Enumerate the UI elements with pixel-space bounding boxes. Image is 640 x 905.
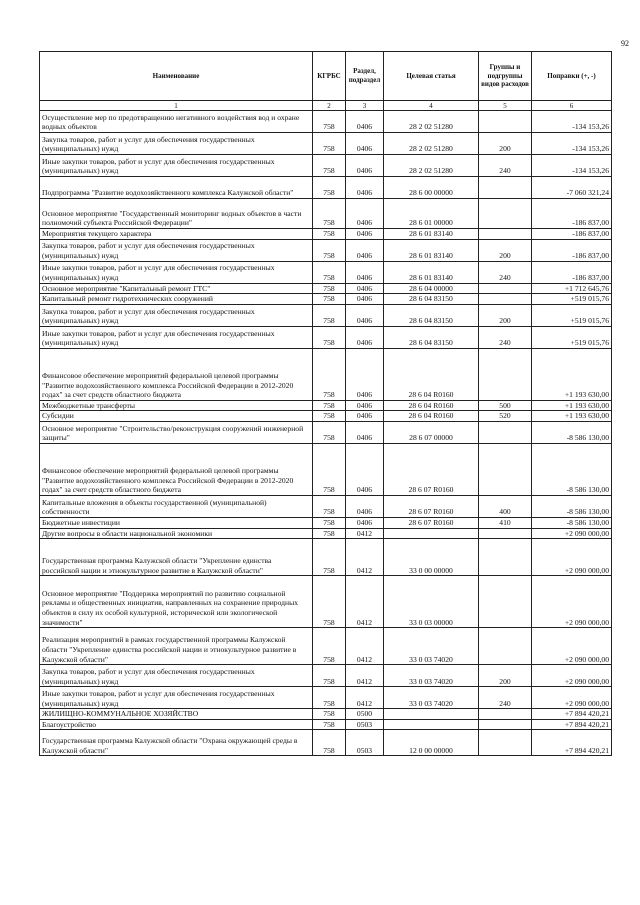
table-cell-section: 0406 <box>346 283 384 294</box>
table-cell-kgrbs: 758 <box>313 239 346 261</box>
table-cell-name: Благоустройство <box>40 719 313 730</box>
budget-amendments-table <box>39 51 612 756</box>
table-cell-article: 28 6 01 83140 <box>384 229 479 240</box>
table-cell-name: Осуществление мер по предотвращению негативного воздействия вод и охране водных объектов <box>40 111 313 133</box>
table-header-row <box>40 52 612 101</box>
table-cell-amount: -8 586 130,00 <box>532 443 612 495</box>
header-name: Наименование <box>40 52 313 101</box>
table-row <box>40 443 612 495</box>
table-cell-amount: -7 060 321,24 <box>532 177 612 199</box>
table-cell-section: 0406 <box>346 326 384 348</box>
table-cell-section: 0406 <box>346 495 384 517</box>
table-cell-section: 0406 <box>346 421 384 443</box>
table-cell-name: Финансовое обеспечение мероприятий федеральной целевой программы "Развитие водохозяйственного комплекса Российской Федерации в 2012-2020 годах" за счет средств областного бюджета <box>40 348 313 400</box>
table-cell-kgrbs: 758 <box>313 177 346 199</box>
table-cell-name: ЖИЛИЩНО-КОММУНАЛЬНОЕ ХОЗЯЙСТВО <box>40 709 313 720</box>
table-cell-article: 28 6 01 83140 <box>384 261 479 283</box>
table-cell-section: 0503 <box>346 719 384 730</box>
table-cell-group: 200 <box>479 665 532 687</box>
table-cell-article: 28 2 02 51280 <box>384 133 479 155</box>
table-cell-section: 0406 <box>346 348 384 400</box>
table-cell-group <box>479 730 532 756</box>
table-cell-amount: -8 586 130,00 <box>532 517 612 528</box>
table-cell-section: 0406 <box>346 294 384 305</box>
table-cell-kgrbs: 758 <box>313 133 346 155</box>
table-row <box>40 411 612 422</box>
table-cell-kgrbs: 758 <box>313 687 346 709</box>
table-cell-amount: +2 090 000,00 <box>532 628 612 665</box>
table-cell-amount: -186 837,00 <box>532 229 612 240</box>
table-cell-kgrbs: 758 <box>313 411 346 422</box>
table-cell-kgrbs: 758 <box>313 539 346 576</box>
table-cell-article: 28 6 07 R0160 <box>384 495 479 517</box>
table-row <box>40 348 612 400</box>
table-cell-article: 28 6 04 R0160 <box>384 411 479 422</box>
table-cell-kgrbs: 758 <box>313 111 346 133</box>
table-cell-group: 500 <box>479 400 532 411</box>
table-cell-article: 28 6 04 83150 <box>384 294 479 305</box>
table-cell-article: 28 6 07 00000 <box>384 421 479 443</box>
table-cell-amount: +519 015,76 <box>532 304 612 326</box>
table-cell-amount: -8 586 130,00 <box>532 495 612 517</box>
table-cell-group <box>479 719 532 730</box>
table-cell-article: 28 6 04 R0160 <box>384 348 479 400</box>
table-row <box>40 283 612 294</box>
table-cell-name: Основное мероприятие "Государственный мониторинг водных объектов в части полномочий субъекта Российской Федерации" <box>40 199 313 229</box>
table-cell-article: 28 6 04 83150 <box>384 304 479 326</box>
table-cell-group <box>479 443 532 495</box>
column-number: 1 <box>40 101 313 111</box>
table-cell-section: 0412 <box>346 628 384 665</box>
table-cell-kgrbs: 758 <box>313 495 346 517</box>
table-cell-section: 0406 <box>346 199 384 229</box>
table-row <box>40 719 612 730</box>
table-cell-name: Подпрограмма "Развитие водохозяйственного комплекса Калужской области" <box>40 177 313 199</box>
table-cell-kgrbs: 758 <box>313 443 346 495</box>
table-cell-section: 0406 <box>346 261 384 283</box>
table-cell-name: Иные закупки товаров, работ и услуг для обеспечения государственных (муниципальных) нужд <box>40 261 313 283</box>
table-cell-group: 240 <box>479 326 532 348</box>
table-row <box>40 155 612 177</box>
table-cell-section: 0406 <box>346 229 384 240</box>
table-cell-section: 0406 <box>346 400 384 411</box>
table-cell-article: 28 2 02 51280 <box>384 111 479 133</box>
table-cell-section: 0500 <box>346 709 384 720</box>
table-cell-group: 200 <box>479 133 532 155</box>
table-cell-group: 520 <box>479 411 532 422</box>
table-cell-kgrbs: 758 <box>313 665 346 687</box>
table-cell-name: Реализация мероприятий в рамках государственной программы Калужской области "Укрепление единства российской нации и этнокультурное развитие в Калужской области" <box>40 628 313 665</box>
table-cell-section: 0406 <box>346 239 384 261</box>
table-cell-kgrbs: 758 <box>313 719 346 730</box>
table-cell-name: Государственная программа Калужской области "Укрепление единства российской нации и этнокультурное развитие в Калужской области" <box>40 539 313 576</box>
table-cell-kgrbs: 758 <box>313 730 346 756</box>
table-cell-article: 28 6 04 R0160 <box>384 400 479 411</box>
table-cell-kgrbs: 758 <box>313 283 346 294</box>
table-cell-group <box>479 709 532 720</box>
table-cell-amount: +519 015,76 <box>532 326 612 348</box>
column-number: 3 <box>346 101 384 111</box>
table-cell-article <box>384 528 479 539</box>
table-cell-section: 0412 <box>346 687 384 709</box>
table-cell-group: 410 <box>479 517 532 528</box>
table-cell-amount: +2 090 000,00 <box>532 576 612 628</box>
table-cell-group: 240 <box>479 155 532 177</box>
table-cell-article: 28 2 02 51280 <box>384 155 479 177</box>
table-cell-name: Закупка товаров, работ и услуг для обеспечения государственных (муниципальных) нужд <box>40 133 313 155</box>
table-cell-group: 240 <box>479 687 532 709</box>
table-cell-name: Основное мероприятие "Строительство/реконструкция сооружений инженерной защиты" <box>40 421 313 443</box>
table-cell-group: 200 <box>479 304 532 326</box>
table-cell-section: 0406 <box>346 155 384 177</box>
table-cell-name: Основное мероприятие "Поддержка мероприятий по развитию социальной рекламы и общественных инициатив, направленных на сохранение природных объектов в силу их особой культурной, исторической или экологической значимости" <box>40 576 313 628</box>
table-cell-article: 12 0 00 00000 <box>384 730 479 756</box>
table-row <box>40 304 612 326</box>
table-cell-amount: -186 837,00 <box>532 261 612 283</box>
table-cell-kgrbs: 758 <box>313 155 346 177</box>
table-cell-group: 200 <box>479 239 532 261</box>
table-row <box>40 539 612 576</box>
table-cell-kgrbs: 758 <box>313 400 346 411</box>
table-body <box>40 111 612 756</box>
table-cell-kgrbs: 758 <box>313 528 346 539</box>
table-row <box>40 199 612 229</box>
table-row <box>40 687 612 709</box>
table-cell-name: Капитальный ремонт гидротехнических сооружений <box>40 294 313 305</box>
table-cell-amount: -186 837,00 <box>532 239 612 261</box>
header-amendment: Поправки (+, -) <box>532 52 612 101</box>
column-number-row <box>40 101 612 111</box>
table-cell-name: Иные закупки товаров, работ и услуг для обеспечения государственных (муниципальных) нужд <box>40 155 313 177</box>
table-cell-kgrbs: 758 <box>313 517 346 528</box>
table-cell-amount: +2 090 000,00 <box>532 539 612 576</box>
table-cell-kgrbs: 758 <box>313 709 346 720</box>
table-cell-name: Государственная программа Калужской области "Охрана окружающей среды в Калужской области" <box>40 730 313 756</box>
table-cell-name: Иные закупки товаров, работ и услуг для обеспечения государственных (муниципальных) нужд <box>40 687 313 709</box>
table-cell-amount: -134 153,26 <box>532 155 612 177</box>
table-cell-section: 0406 <box>346 111 384 133</box>
header-section: Раздел, подраздел <box>346 52 384 101</box>
column-number: 6 <box>532 101 612 111</box>
table-cell-kgrbs: 758 <box>313 348 346 400</box>
table-cell-name: Закупка товаров, работ и услуг для обеспечения государственных (муниципальных) нужд <box>40 239 313 261</box>
table-cell-group <box>479 628 532 665</box>
table-cell-article: 33 0 03 74020 <box>384 665 479 687</box>
table-cell-kgrbs: 758 <box>313 421 346 443</box>
table-cell-group <box>479 421 532 443</box>
table-cell-name: Иные закупки товаров, работ и услуг для обеспечения государственных (муниципальных) нужд <box>40 326 313 348</box>
table-cell-article <box>384 719 479 730</box>
table-cell-article: 28 6 04 00000 <box>384 283 479 294</box>
table-cell-article <box>384 709 479 720</box>
table-cell-section: 0412 <box>346 576 384 628</box>
table-cell-amount: +519 015,76 <box>532 294 612 305</box>
table-cell-amount: -134 153,26 <box>532 133 612 155</box>
table-cell-section: 0406 <box>346 133 384 155</box>
table-cell-group <box>479 539 532 576</box>
table-cell-section: 0412 <box>346 539 384 576</box>
table-cell-group <box>479 111 532 133</box>
header-article: Целевая статья <box>384 52 479 101</box>
table-cell-amount: -8 586 130,00 <box>532 421 612 443</box>
table-cell-group <box>479 348 532 400</box>
table-cell-name: Бюджетные инвестиции <box>40 517 313 528</box>
table-row <box>40 294 612 305</box>
table-row <box>40 709 612 720</box>
table-row <box>40 495 612 517</box>
table-cell-group: 400 <box>479 495 532 517</box>
table-row <box>40 517 612 528</box>
table-cell-article: 28 6 01 00000 <box>384 199 479 229</box>
table-row <box>40 730 612 756</box>
table-cell-group <box>479 199 532 229</box>
table-cell-article: 28 6 04 83150 <box>384 326 479 348</box>
table-cell-group <box>479 294 532 305</box>
table-cell-amount: +7 894 420,21 <box>532 730 612 756</box>
column-number: 2 <box>313 101 346 111</box>
table-cell-kgrbs: 758 <box>313 576 346 628</box>
table-cell-article: 33 0 03 74020 <box>384 687 479 709</box>
table-cell-group <box>479 528 532 539</box>
table-cell-kgrbs: 758 <box>313 199 346 229</box>
page-number: 92 <box>621 39 629 48</box>
table-cell-amount: -134 153,26 <box>532 111 612 133</box>
table-cell-section: 0406 <box>346 517 384 528</box>
table-row <box>40 528 612 539</box>
table-cell-amount: +1 712 645,76 <box>532 283 612 294</box>
table-row <box>40 239 612 261</box>
table-row <box>40 576 612 628</box>
table-cell-name: Закупка товаров, работ и услуг для обеспечения государственных (муниципальных) нужд <box>40 665 313 687</box>
table-cell-section: 0406 <box>346 443 384 495</box>
header-kgrbs: КГРБС <box>313 52 346 101</box>
table-cell-amount: +1 193 630,00 <box>532 400 612 411</box>
table-cell-name: Межбюджетные трансферты <box>40 400 313 411</box>
table-cell-kgrbs: 758 <box>313 261 346 283</box>
table-row <box>40 665 612 687</box>
table-cell-name: Закупка товаров, работ и услуг для обеспечения государственных (муниципальных) нужд <box>40 304 313 326</box>
column-number: 4 <box>384 101 479 111</box>
column-number: 5 <box>479 101 532 111</box>
table-row <box>40 400 612 411</box>
table-cell-article: 33 0 03 74020 <box>384 628 479 665</box>
table-cell-group <box>479 177 532 199</box>
table-cell-name: Другие вопросы в области национальной экономики <box>40 528 313 539</box>
table-row <box>40 133 612 155</box>
table-cell-section: 0406 <box>346 177 384 199</box>
table-cell-kgrbs: 758 <box>313 326 346 348</box>
table-row <box>40 111 612 133</box>
table-cell-section: 0503 <box>346 730 384 756</box>
table-row <box>40 421 612 443</box>
table-cell-amount: +7 894 420,21 <box>532 719 612 730</box>
table-cell-amount: -186 837,00 <box>532 199 612 229</box>
table-cell-kgrbs: 758 <box>313 294 346 305</box>
table-cell-article: 28 6 01 83140 <box>384 239 479 261</box>
table-cell-kgrbs: 758 <box>313 304 346 326</box>
table-cell-amount: +2 090 000,00 <box>532 665 612 687</box>
table-cell-kgrbs: 758 <box>313 229 346 240</box>
table-cell-amount: +7 894 420,21 <box>532 709 612 720</box>
table-cell-article: 33 0 00 00000 <box>384 539 479 576</box>
table-cell-section: 0412 <box>346 665 384 687</box>
table-row <box>40 326 612 348</box>
table-cell-name: Мероприятия текущего характера <box>40 229 313 240</box>
table-cell-group <box>479 283 532 294</box>
header-group: Группы и подгруппы видов расходов <box>479 52 532 101</box>
table-cell-kgrbs: 758 <box>313 628 346 665</box>
table-cell-name: Основное мероприятие "Капитальный ремонт ГТС" <box>40 283 313 294</box>
table-cell-section: 0406 <box>346 304 384 326</box>
table-cell-name: Финансовое обеспечение мероприятий федеральной целевой программы "Развитие водохозяйственного комплекса Российской Федерации в 2012-2020 годах" за счет средств областного бюджета <box>40 443 313 495</box>
table-cell-article: 33 0 03 00000 <box>384 576 479 628</box>
table-cell-article: 28 6 00 00000 <box>384 177 479 199</box>
table-cell-name: Субсидии <box>40 411 313 422</box>
table-cell-article: 28 6 07 R0160 <box>384 443 479 495</box>
table-cell-amount: +2 090 000,00 <box>532 687 612 709</box>
table-cell-article: 28 6 07 R0160 <box>384 517 479 528</box>
table-row <box>40 229 612 240</box>
table-row <box>40 177 612 199</box>
table-cell-section: 0406 <box>346 411 384 422</box>
table-cell-amount: +1 193 630,00 <box>532 411 612 422</box>
table-cell-amount: +1 193 630,00 <box>532 348 612 400</box>
table-cell-group: 240 <box>479 261 532 283</box>
table-row <box>40 261 612 283</box>
table-cell-section: 0412 <box>346 528 384 539</box>
table-cell-name: Капитальные вложения в объекты государственной (муниципальной) собственности <box>40 495 313 517</box>
table-row <box>40 628 612 665</box>
table-cell-group <box>479 229 532 240</box>
table-cell-group <box>479 576 532 628</box>
table-cell-amount: +2 090 000,00 <box>532 528 612 539</box>
